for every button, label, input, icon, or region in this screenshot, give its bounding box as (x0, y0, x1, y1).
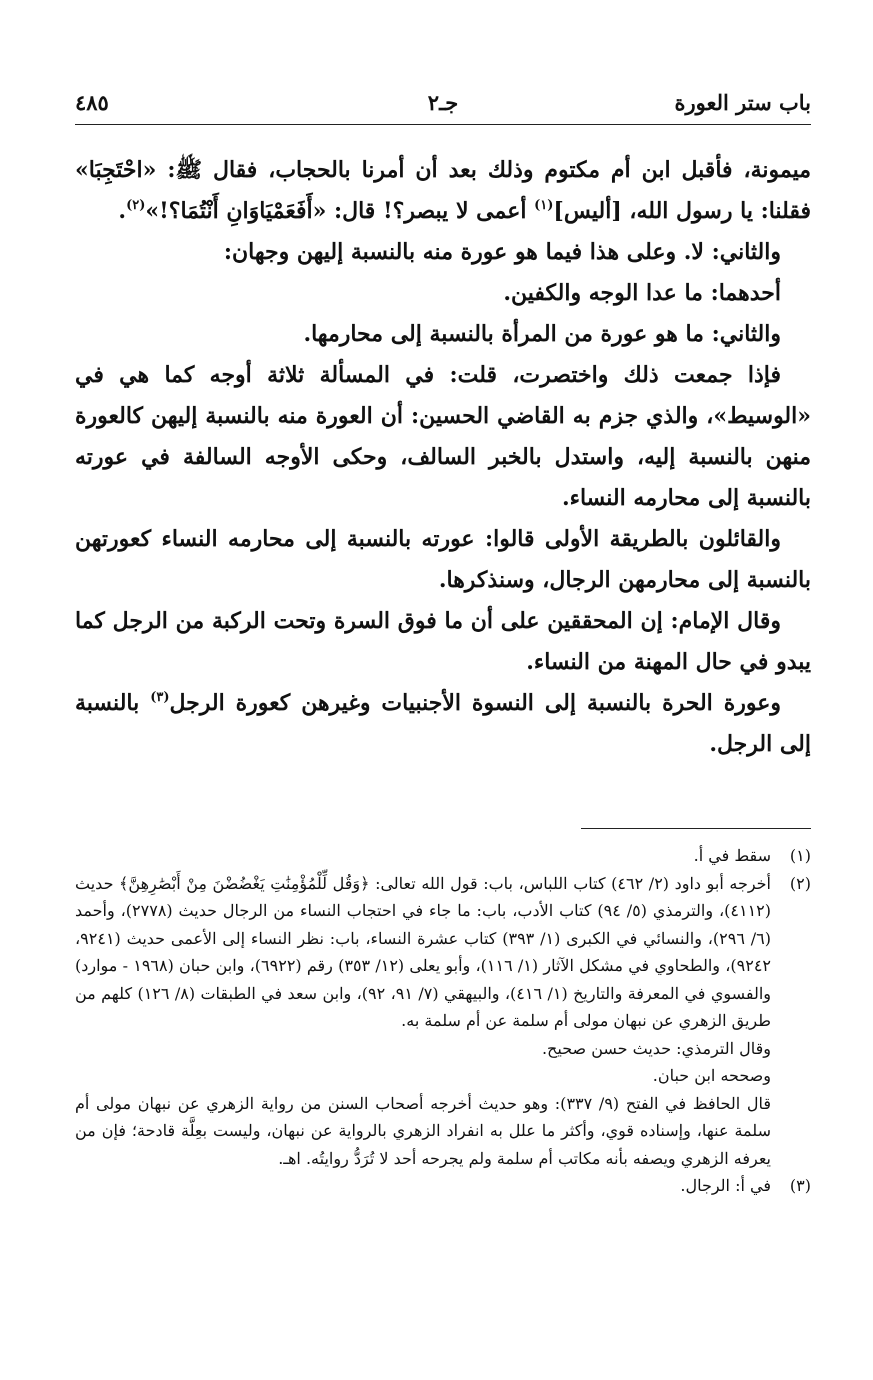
footnote-text: وصححه ابن حبان. (652, 1066, 771, 1085)
footnote-2 (75, 870, 811, 1173)
paragraph-2: والثاني: لا. وعلى هذا فيما هو عورة منه بالنسبة إليهن وجهان: (223, 239, 781, 265)
footnote-number: (٣) (789, 1176, 811, 1195)
book-page (75, 0, 811, 1380)
paragraph-6: والقائلون بالطريقة الأولى قالوا: عورته بالنسبة إلى محارمه النساء كعورتهن بالنسبة إلى محارمهن الرجال، وسنذكرها. (75, 526, 811, 593)
footnotes (75, 842, 811, 1200)
footnote-ref-3: (٣) (150, 690, 170, 705)
paragraph-1 (75, 150, 811, 232)
footnote-text: قال الحافظ في الفتح (٩/ ٣٣٧): وهو حديث أخرجه أصحاب السنن من رواية الزهري عن نبهان مولى أم سلمة عنها، وإسناده قوي، وأكثر ما علل به انفراد الزهري بالرواية عن نبهان، وليست بعِلَّة قادحة؛ فإن من يعرفه الزهري ويصفه بأنه مكاتب أم سلمة ولم يجرحه أحد لا تُرَدُّ روايتُه. اهـ. (75, 1093, 771, 1168)
footnote-ref-2: (٢) (126, 198, 146, 213)
footnote-number: (٢) (789, 873, 811, 893)
chapter-title: باب ستر العورة (674, 90, 811, 115)
main-text (75, 150, 811, 765)
footnote-divider (581, 828, 811, 829)
footnote-1 (75, 842, 811, 870)
footnote-text: سقط في أ. (693, 846, 771, 865)
paragraph-1-text-a: ميمونة، فأقبل ابن أم مكتوم وذلك بعد أن أمرنا بالحجاب، فقال ﷺ: «احْتَجِبَا» فقلنا: يا رسول الله، [أليس] (75, 157, 811, 224)
paragraph-3: أحدهما: ما عدا الوجه والكفين. (503, 280, 781, 306)
footnote-text: في أ: الرجال. (680, 1176, 771, 1195)
paragraph-4: والثاني: ما هو عورة من المرأة بالنسبة إلى محارمها. (303, 321, 781, 347)
footnote-text: وقال الترمذي: حديث حسن صحيح. (541, 1038, 771, 1058)
paragraph-7: وقال الإمام: إن المحققين على أن ما فوق السرة وتحت الركبة من الرجل كما يبدو في حال المهنة من النساء. (75, 608, 811, 675)
paragraph-8 (75, 683, 811, 765)
header-divider (75, 124, 811, 125)
page-header (75, 90, 811, 124)
volume-label: جـ٢ (427, 90, 459, 115)
footnote-number: (١) (789, 846, 811, 865)
page-number: ٤٨٥ (75, 90, 109, 115)
footnote-text: أخرجه أبو داود (٢/ ٤٦٢) كتاب اللباس، باب: قول الله تعالى: ﴿وَقُل لِّلْمُؤْمِنَٰتِ يَغْضُضْنَ مِنْ أَبْصَٰرِهِنَّ﴾ حديث (٤١١٢)، والترمذي (٥/ ٩٤) كتاب الأدب، باب: ما جاء في احتجاب النساء من الرجال حديث (٢٧٧٨)، وأحمد (٦/ ٢٩٦)، والنسائي في الكبرى (١/ ٣٩٣) كتاب عشرة النساء، باب: نظر النساء إلى الأعمى حديث (٩٢٤١، ٩٢٤٢)، والطحاوي في مشكل الآثار (١/ ١١٦)، وأبو يعلى (١٢/ ٣٥٣) رقم (٦٩٢٢)، وابن حبان (١٩٦٨ - موارد) والفسوي في المعرفة والتاريخ (١/ ٤١٦)، والبيهقي (٧/ ٩١، ٩٢)، وابن سعد في الطبقات (٨/ ١٢٦) كلهم من طريق الزهري عن نبهان مولى أم سلمة عن أم سلمة به. (75, 873, 772, 1030)
paragraph-8-text-a: وعورة الحرة بالنسبة إلى النسوة الأجنبيات وغيرهن كعورة الرجل (169, 690, 782, 716)
paragraph-1-text-b: أعمى لا يبصر؟! قال: «أَفَعَمْيَاوَانِ أَنْتُمَا؟!» (145, 198, 535, 224)
paragraph-5: فإذا جمعت ذلك واختصرت، قلت: في المسألة ثلاثة أوجه كما هي في «الوسيط»، والذي جزم به القاضي الحسين: أن العورة منه بالنسبة إليهن كالعورة منهن بالنسبة إليه، واستدل بالخبر السالف، وحكى الأوجه السالفة في عورته بالنسبة إلى محارمه النساء. (75, 362, 811, 511)
footnote-3 (75, 1172, 811, 1200)
footnote-ref-1: (١) (534, 198, 554, 213)
paragraph-8-text-b: بالنسبة إلى الرجل. (75, 690, 811, 757)
paragraph-1-end: . (118, 198, 127, 224)
